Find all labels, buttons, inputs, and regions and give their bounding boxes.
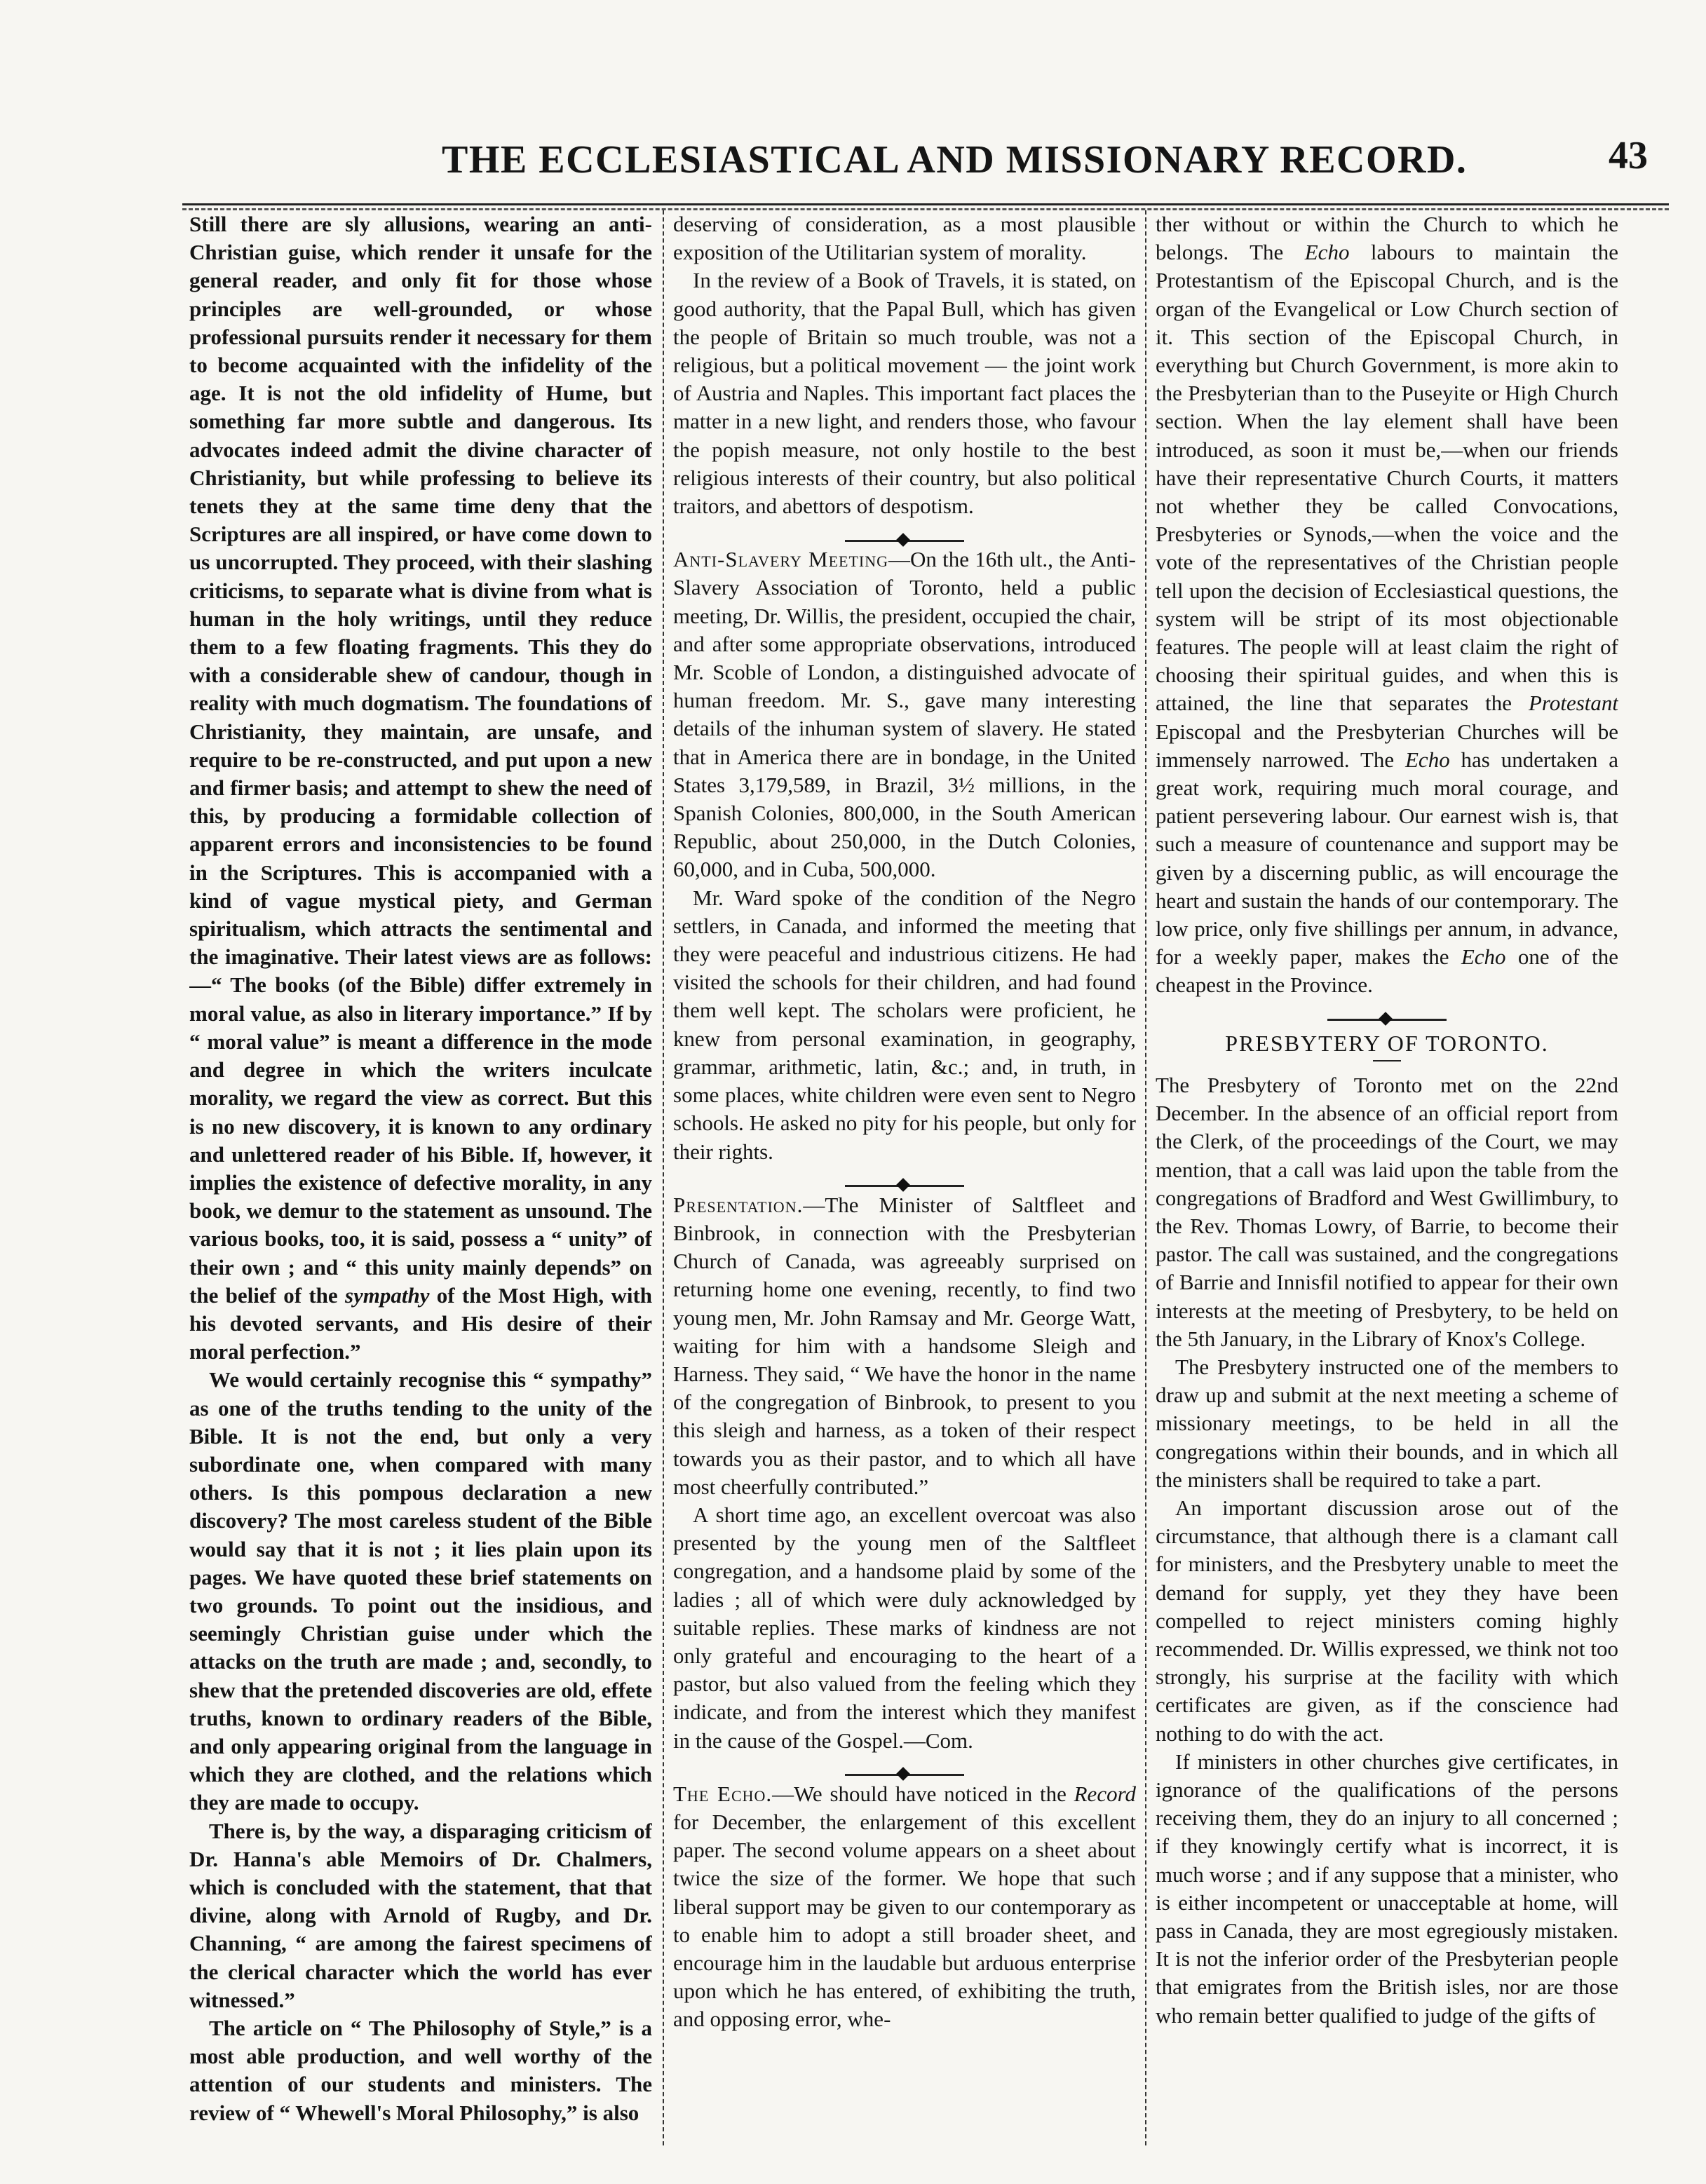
paragraph: Anti-Slavery Meeting—On the 16th ult., the Anti-Slavery Association of Toronto, held a public meeting, Dr. Willis, the president, occupied the chair, and after some appropriate observations, introduced Mr. Scoble of London, a distinguished advocate of human freedom. Mr. S., gave many interesting details of the inhuman system of slavery. He stated that in America there are in bondage, in the United States 3,179,589, in Brazil, 3½ millions, in the Spanish Colonies, 800,000, in the South American Republic, about 250,000, in the Dutch Colonies, 60,000, and in Cuba, 500,000. (673, 547, 1136, 882)
paragraph: The article on “ The Philosophy of Style,” is a most able production, and well worthy of the attention of our students and ministers. The review of “ Whewell's Moral Philosophy,” is also (189, 2016, 652, 2125)
ornamental-separator (1156, 1004, 1618, 1018)
column-left (189, 210, 652, 2152)
header-rule (182, 203, 1669, 210)
paragraph: A short time ago, an excellent overcoat was also presented by the young men of the Saltfleet congregation, and a handsome plaid by some of the ladies ; all of which were duly acknowledged by suitable replies. These marks of kindness are not only grateful and encouraging to the heart of a pastor, but also valued from the feeling which they indicate, and from the interest which they manifest in the cause of the Gospel.—Com. (673, 1502, 1136, 1753)
section-lead: Presentation. (673, 1192, 804, 1217)
paragraph: The Presbytery instructed one of the members to draw up and submit at the next meeting a scheme of missionary meetings, to be held in all the congregations within their bounds, and in which all the ministers shall be required to take a part. (1156, 1354, 1618, 1492)
paragraph: ther without or within the Church to which he belongs. The Echo labours to maintain the Protestantism of the Episcopal Church, and is the organ of the Evangelical or Low Church section of it. This section of the Episcopal Church, in everything but Church Government, is more akin to the Presbyterian than to the Puseyite or High Church section. When the lay element shall have been introduced, as soon it must be,—when our friends have their representative Church Courts, it matters not whether they be called Convocations, Presbyteries or Synods,—when the voice and the vote of the representatives of the Christian people tell upon the decision of Ecclesiastical questions, the system will be stript of its most objectionable features. The people will at least claim the right of choosing their spiritual guides, and when this is attained, the line that separates the Protestant Episcopal and the Presbyterian Churches will be immensely narrowed. The Echo has undertaken a great work, requiring much moral courage, and patient persevering labour. Our earnest wish is, that such a measure of countenance and support may be given by a discerning public, as will encourage the heart and sustain the hands of our contemporary. The low price, only five shillings per annum, in advance, for a weekly paper, makes the Echo one of the cheapest in the Province. (1156, 212, 1618, 998)
heading-rule (1373, 1060, 1401, 1062)
column-middle (673, 210, 1136, 2152)
section-heading: PRESBYTERY OF TORONTO. (1225, 1030, 1549, 1056)
page-number: 43 (1609, 134, 1648, 177)
paragraph: In the review of a Book of Travels, it is stated, on good authority, that the Papal Bull, which has given the people of Britain so much trouble, was not a religious, but a political movement — the joint work of Austria and Naples. This important fact places the matter in a new light, and renders those, who favour the popish measure, not only hostile to the best religious interests of their country, but also political traitors, and abettors of despotism. (673, 268, 1136, 519)
running-title: THE ECCLESIASTICAL AND MISSIONARY RECORD. (442, 138, 1468, 182)
paragraph: There is, by the way, a disparaging criticism of Dr. Hanna's able Memoirs of Dr. Chalmers, which is concluded with the statement, that that divine, along with Arnold of Rugby, and Dr. Channing, “ are among the fairest specimens of the clerical character which the world has ever witnessed.” (189, 1818, 652, 2012)
column-divider (1145, 210, 1146, 2145)
paragraph: Mr. Ward spoke of the condition of the Negro settlers, in Canada, and informed the meeting that they were peaceful and industrious citizens. He had visited the schools for their children, and had found them well kept. The scholars were proficient, he knew from personal examination, in geography, grammar, arithmetic, latin, &c.; and, in truth, in some places, white children were even sent to Negro schools. He asked no pity for his people, but only for their rights. (673, 885, 1136, 1164)
page-header (182, 134, 1669, 202)
column-divider (663, 210, 664, 2145)
paragraph: deserving of consideration, as a most plausible exposition of the Utilitarian system of morality. (673, 212, 1136, 265)
paragraph: The Echo.—We should have noticed in the Record for December, the enlargement of this excellent paper. The second volume appears on a sheet about twice the size of the former. We hope that such liberal support may be given to our contemporary as to enable him to adopt a still broader sheet, and encourage him in the laudable but arduous enterprise upon which he has entered, of exhibiting the truth, and opposing error, whe- (673, 1781, 1136, 2032)
paragraph: We would certainly recognise this “ sympathy” as one of the truths tending to the unity of the Bible. It is not the end, but only a very subordinate one, when compared with many others. Is this pompous declaration a new discovery? The most careless student of the Bible would say that it is not ; it lies plain upon its pages. We have quoted these brief statements on two grounds. To point out the insidious, and seemingly Christian guise under which the attacks on the truth are made ; and, secondly, to shew that the pretended discoveries are old, effete truths, known to ordinary readers of the Bible, and only appearing original from the language in which they are clothed, and the relations which they are made to occupy. (189, 1367, 652, 1815)
section-lead: Anti-Slavery Meeting (673, 547, 889, 572)
column-right (1156, 210, 1618, 2152)
paragraph: Still there are sly allusions, wearing an anti-Christian guise, which render it unsafe for the general reader, and only fit for those whose principles are well-grounded, or whose professional pursuits render it necessary for them to become acquainted with the infidelity of the age. It is not the old infidelity of Hume, but something far more subtle and dangerous. Its advocates indeed admit the divine character of Christianity, but while professing to believe its tenets they at the same time deny that the Scriptures are all inspired, or have come down to us uncorrupted. They proceed, with their slashing criticisms, to separate what is divine from what is human in the holy writings, until they reduce them to a few floating fragments. This they do with a considerable shew of candour, though in reality with much dogmatism. The foundations of Christianity, they maintain, are unsafe, and require to be re-constructed, and put upon a new and firmer basis; and attempt to shew the need of this, by producing a formidable collection of apparent errors and inconsistencies to be found in the Scriptures. This is accompanied with a kind of vague mystical piety, and German spiritualism, which attracts the sentimental and the imaginative. Their latest views are as follows:—“ The books (of the Bible) differ extremely in moral value, as also in literary importance.” If by “ moral value” is meant a difference in the mode and degree in which the writers inculcate morality, we regard the view as correct. But this is no new discovery, it is known to any ordinary and unlettered reader of his Bible. If, however, it implies the existence of defective morality, in any book, we demur to the statement as unsound. The various books, too, it is said, possess a “ unity” of their own ; and “ this unity mainly depends” on the belief of the sympathy of the Most High, with his devoted servants, and His desire of their moral perfection.” (189, 212, 652, 1364)
ornamental-separator (673, 1759, 1136, 1773)
paragraph: The Presbytery of Toronto met on the 22nd December. In the absence of an official report from the Clerk, of the proceedings of the Court, we may mention, that a call was laid upon the table from the congregations of Bradford and West Gwillimbury, to the Rev. Thomas Lowry, of Barrie, to become their pastor. The call was sustained, and the congregations of Barrie and Innisfil notified to appear for their own interests at the meeting of Presbytery, to be held on the 5th January, in the Library of Knox's College. (1156, 1072, 1618, 1351)
paragraph: If ministers in other churches give certificates, in ignorance of the qualifications of the persons receiving them, they do an injury to all concerned ; if they knowingly certify what is incorrect, it is much worse ; and if any suppose that a minister, who is either incompetent or unacceptable at home, will pass in Canada, they are most egregiously mistaken. It is not the inferior order of the Presbyterian people that emigrates from the British isles, nor are those who remain better qualified to judge of the gifts of (1156, 1749, 1618, 2028)
paragraph: Presentation.—The Minister of Saltfleet and Binbrook, in connection with the Presbyterian Church of Canada, was agreeably surprised on returning home one evening, recently, to find two young men, Mr. John Ramsay and Mr. George Watt, waiting for him with a handsome Sleigh and Harness. They said, “ We have the honor in the name of the congregation of Binbrook, to present to you this sleigh and harness, as a token of their respect towards you as their pastor, and to which all have most cheerfully contributed.” (673, 1192, 1136, 1499)
section-lead: The Echo. (673, 1781, 773, 1806)
ornamental-separator (673, 1170, 1136, 1184)
ornamental-separator (673, 524, 1136, 538)
paragraph: An important discussion arose out of the circumstance, that although there is a clamant call for ministers, and the Presbytery unable to meet the demand for supply, yet they they have been compelled to reject ministers coming highly recommended. Dr. Willis expressed, we think not too strongly, his surprise at the facility with which certificates are given, as if the conscience had nothing to do with the act. (1156, 1495, 1618, 1746)
